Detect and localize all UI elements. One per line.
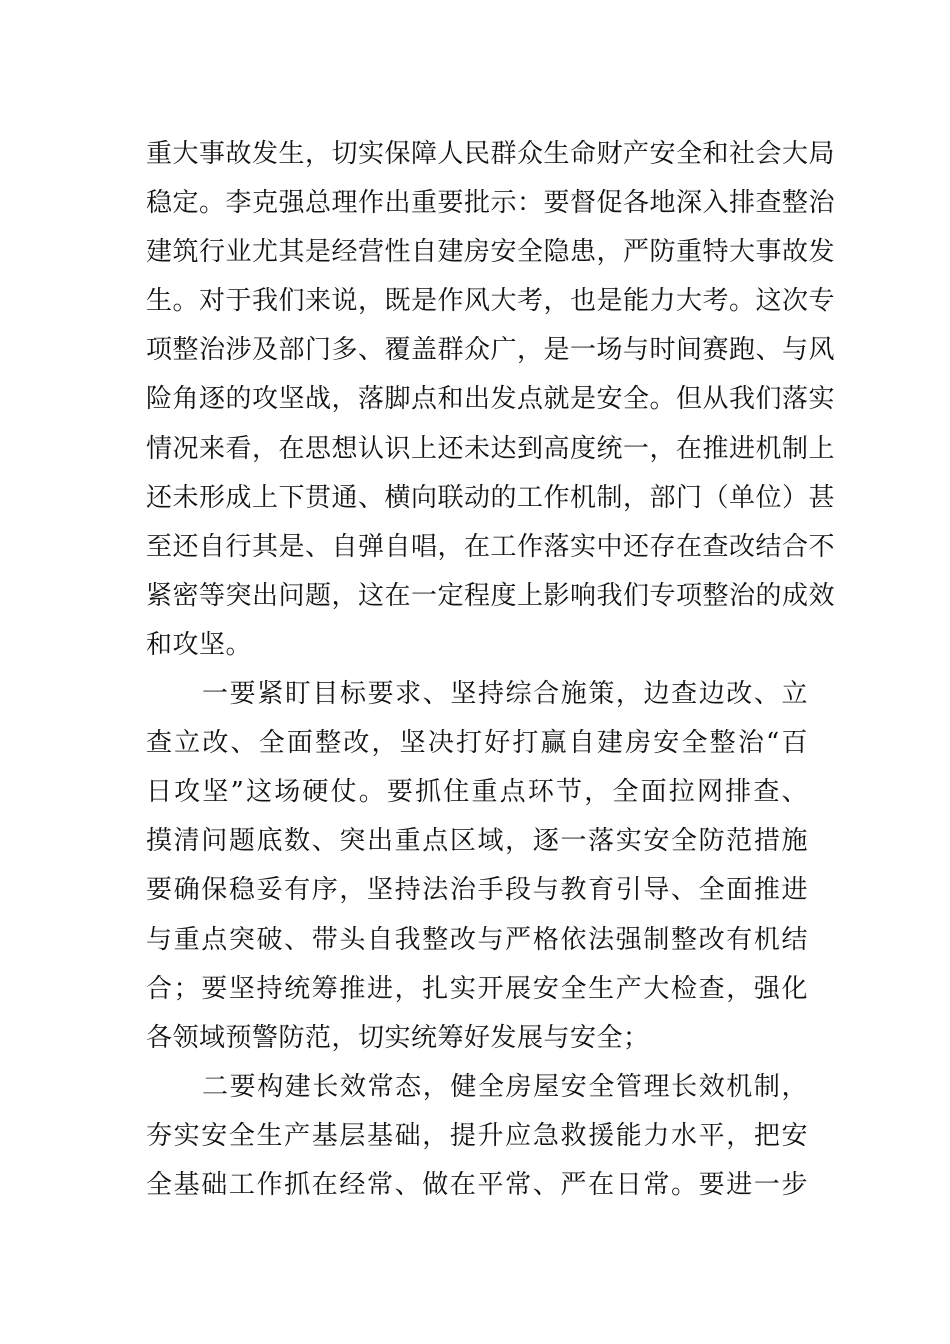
text-line: 项整治涉及部门多、覆盖群众广，是一场与时间赛跑、与风 bbox=[146, 335, 836, 366]
text-line: 要确保稳妥有序，坚持法治手段与教育引导、全面推进 bbox=[146, 875, 808, 906]
text-line: 全基础工作抓在经常、做在平常、严在日常。要进一步 bbox=[146, 1169, 808, 1200]
body-text bbox=[146, 130, 836, 1210]
text-line: 紧密等突出问题，这在一定程度上影响我们专项整治的成效 bbox=[146, 580, 836, 611]
text-line: 各领域预警防范，切实统筹好发展与安全； bbox=[146, 1022, 650, 1053]
paragraph-3 bbox=[146, 1063, 808, 1210]
text-line: 二要构建长效常态，健全房屋安全管理长效机制， bbox=[202, 1071, 808, 1102]
text-line: 情况来看，在思想认识上还未达到高度统一，在推进机制上 bbox=[146, 433, 836, 464]
paragraph-1 bbox=[146, 130, 836, 670]
text-line: 查立改、全面整改，坚决打好打赢自建房安全整治“百 bbox=[146, 728, 808, 759]
text-line: 还未形成上下贯通、横向联动的工作机制，部门（单位）甚 bbox=[146, 482, 836, 513]
text-line: 夯实安全生产基层基础，提升应急救援能力水平，把安 bbox=[146, 1120, 808, 1151]
text-line: 日攻坚”这场硬仗。要抓住重点环节，全面拉网排查、 bbox=[146, 777, 808, 808]
text-line: 建筑行业尤其是经营性自建房安全隐患，严防重特大事故发 bbox=[146, 237, 836, 268]
text-line: 稳定。李克强总理作出重要批示：要督促各地深入排查整治 bbox=[146, 188, 836, 219]
text-line: 与重点突破、带头自我整改与严格依法强制整改有机结 bbox=[146, 924, 808, 955]
text-line: 重大事故发生，切实保障人民群众生命财产安全和社会大局 bbox=[146, 139, 836, 169]
text-line: 一要紧盯目标要求、坚持综合施策，边查边改、立 bbox=[202, 679, 808, 710]
text-line: 合；要坚持统筹推进，扎实开展安全生产大检查，强化 bbox=[146, 973, 808, 1004]
text-line: 至还自行其是、自弹自唱，在工作落实中还存在查改结合不 bbox=[146, 531, 836, 562]
text-line: 险角逐的攻坚战，落脚点和出发点就是安全。但从我们落实 bbox=[146, 384, 836, 415]
text-line: 和攻坚。 bbox=[146, 629, 253, 660]
text-line: 摸清问题底数、突出重点区域，逐一落实安全防范措施 bbox=[146, 826, 808, 857]
paragraph-2 bbox=[146, 670, 808, 1063]
text-line: 生。对于我们来说，既是作风大考，也是能力大考。这次专 bbox=[146, 286, 836, 317]
